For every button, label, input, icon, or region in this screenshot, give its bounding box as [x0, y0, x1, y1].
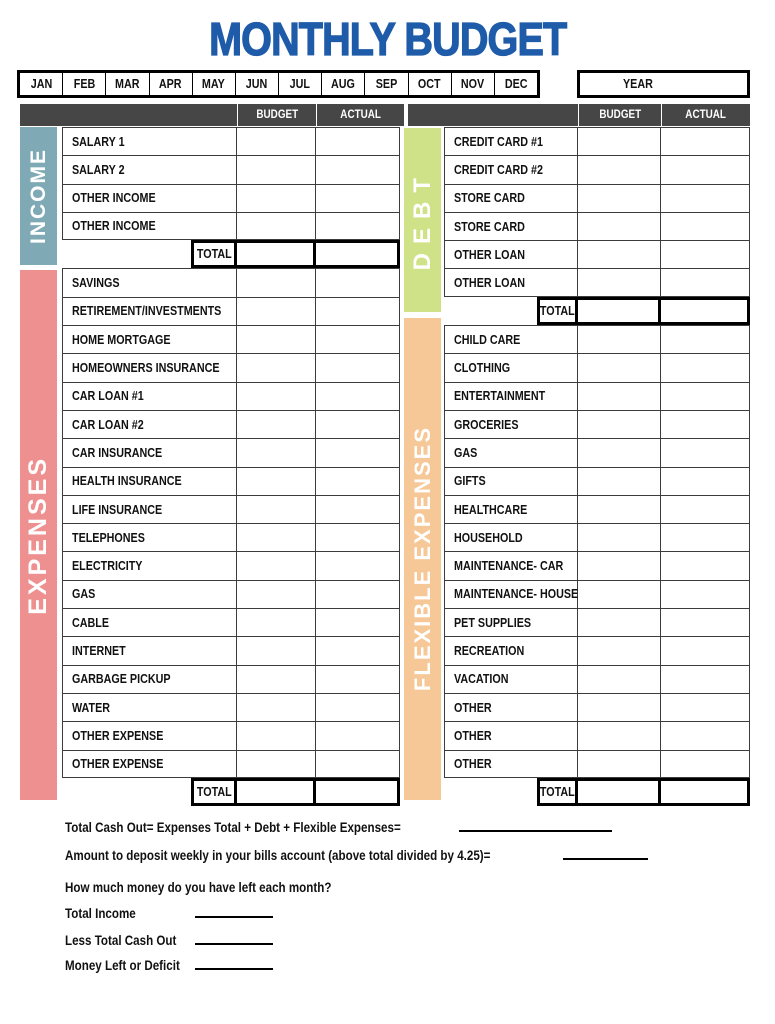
- actual-cell[interactable]: [316, 467, 400, 495]
- actual-cell[interactable]: [661, 665, 750, 693]
- actual-cell[interactable]: [661, 155, 750, 183]
- budget-cell[interactable]: [578, 268, 661, 296]
- row-label: OTHER: [454, 728, 492, 743]
- actual-column-header: ACTUAL: [661, 104, 750, 126]
- row-label: ENTERTAINMENT: [454, 389, 546, 404]
- budget-cell[interactable]: [578, 608, 661, 636]
- row-label: SAVINGS: [72, 276, 120, 291]
- total-label-cell: [537, 778, 578, 806]
- row-label: LIFE INSURANCE: [72, 502, 163, 517]
- row-label: GIFTS: [454, 474, 486, 489]
- total-row: [62, 240, 400, 268]
- budget-cell[interactable]: [578, 325, 661, 353]
- budget-cell[interactable]: [578, 155, 661, 183]
- actual-cell[interactable]: [316, 750, 400, 778]
- month-cell-dec[interactable]: [494, 73, 537, 95]
- total-row: [444, 778, 750, 806]
- table-row: [444, 523, 750, 551]
- budget-cell[interactable]: [237, 382, 316, 410]
- row-label-cell: [62, 665, 237, 693]
- table-row: [444, 325, 750, 353]
- budget-cell[interactable]: [237, 467, 316, 495]
- table-row: [62, 750, 400, 778]
- row-label-cell: [444, 212, 578, 240]
- actual-cell[interactable]: [316, 297, 400, 325]
- budget-cell[interactable]: [578, 495, 661, 523]
- month-label: JAN: [30, 77, 52, 91]
- row-label: RETIREMENT/INVESTMENTS: [72, 304, 222, 319]
- budget-cell[interactable]: [237, 523, 316, 551]
- total-cash-out-line: Total Cash Out= Expenses Total + Debt + Flexible Expenses=: [65, 820, 612, 835]
- table-row: [444, 382, 750, 410]
- actual-cell[interactable]: [316, 155, 400, 183]
- less-total-cash-out-line: Less Total Cash Out: [65, 933, 273, 948]
- budget-cell[interactable]: [578, 721, 661, 749]
- month-label: AUG: [331, 77, 356, 91]
- total-income-blank[interactable]: [195, 906, 273, 918]
- table-row: [62, 268, 400, 296]
- row-label-cell: [444, 693, 578, 721]
- table-row: [62, 721, 400, 749]
- actual-cell[interactable]: [661, 325, 750, 353]
- budget-cell[interactable]: [578, 410, 661, 438]
- table-row: [62, 551, 400, 579]
- total-row: [62, 778, 400, 806]
- budget-cell[interactable]: [237, 325, 316, 353]
- row-label: HEALTHCARE: [454, 502, 528, 517]
- actual-cell[interactable]: [661, 438, 750, 466]
- row-label: RECREATION: [454, 643, 525, 658]
- budget-cell[interactable]: [237, 353, 316, 381]
- total-budget-cell[interactable]: [575, 778, 661, 806]
- actual-cell[interactable]: [316, 693, 400, 721]
- row-label: OTHER INCOME: [72, 191, 156, 206]
- table-row: [62, 636, 400, 664]
- table-row: [62, 325, 400, 353]
- total-row-spacer: [62, 778, 191, 806]
- table-row: [62, 523, 400, 551]
- row-label: CABLE: [72, 615, 110, 630]
- actual-cell[interactable]: [316, 268, 400, 296]
- row-label-cell: [444, 608, 578, 636]
- table-row: [62, 382, 400, 410]
- row-label: CAR INSURANCE: [72, 445, 163, 460]
- row-label: STORE CARD: [454, 219, 525, 234]
- row-label-cell: [444, 438, 578, 466]
- table-row: [62, 155, 400, 183]
- row-label-cell: [62, 438, 237, 466]
- month-cell-aug[interactable]: [321, 73, 364, 95]
- budget-cell[interactable]: [578, 467, 661, 495]
- actual-cell[interactable]: [316, 495, 400, 523]
- month-label: FEB: [73, 77, 95, 91]
- budget-cell[interactable]: [237, 665, 316, 693]
- year-label: YEAR: [623, 77, 653, 91]
- month-cell-apr[interactable]: [149, 73, 192, 95]
- row-label: GAS: [72, 587, 96, 602]
- total-actual-cell[interactable]: [658, 297, 750, 325]
- table-row: [444, 551, 750, 579]
- month-cell-feb[interactable]: [62, 73, 105, 95]
- actual-cell[interactable]: [661, 721, 750, 749]
- actual-cell[interactable]: [316, 580, 400, 608]
- actual-cell[interactable]: [316, 608, 400, 636]
- table-row: [444, 636, 750, 664]
- actual-cell[interactable]: [316, 184, 400, 212]
- row-label: OTHER EXPENSE: [72, 728, 164, 743]
- actual-cell[interactable]: [661, 467, 750, 495]
- row-label-cell: [444, 382, 578, 410]
- actual-cell[interactable]: [661, 410, 750, 438]
- table-row: [444, 750, 750, 778]
- table-row: [62, 438, 400, 466]
- total-label: TOTAL: [196, 784, 232, 799]
- row-label-cell: [444, 523, 578, 551]
- row-label: INTERNET: [72, 643, 126, 658]
- row-label: SALARY 1: [72, 134, 125, 149]
- table-row: [62, 580, 400, 608]
- row-label-cell: [62, 523, 237, 551]
- weekly-deposit-blank[interactable]: [563, 848, 648, 860]
- row-label-cell: [444, 750, 578, 778]
- row-label: PET SUPPLIES: [454, 615, 532, 630]
- row-label-cell: [62, 155, 237, 183]
- table-row: [62, 665, 400, 693]
- table-row: [444, 438, 750, 466]
- row-label-cell: [62, 382, 237, 410]
- month-cell-oct[interactable]: [408, 73, 451, 95]
- actual-cell[interactable]: [316, 382, 400, 410]
- month-cell-nov[interactable]: [451, 73, 494, 95]
- budget-cell[interactable]: [578, 750, 661, 778]
- total-actual-cell[interactable]: [313, 778, 400, 806]
- budget-cell[interactable]: [237, 693, 316, 721]
- total-cash-out-blank[interactable]: [459, 820, 612, 832]
- row-label: OTHER EXPENSE: [72, 756, 164, 771]
- total-budget-cell[interactable]: [575, 297, 661, 325]
- month-label: DEC: [504, 77, 528, 91]
- budget-cell[interactable]: [237, 410, 316, 438]
- row-label: HOME MORTGAGE: [72, 332, 171, 347]
- month-cell-jun[interactable]: [235, 73, 278, 95]
- table-row: [62, 353, 400, 381]
- row-label: CLOTHING: [454, 361, 511, 376]
- table-row: [444, 721, 750, 749]
- row-label-cell: [62, 268, 237, 296]
- actual-cell[interactable]: [661, 240, 750, 268]
- total-label: TOTAL: [540, 784, 575, 799]
- actual-cell[interactable]: [661, 750, 750, 778]
- month-label: SEP: [375, 77, 398, 91]
- month-cell-mar[interactable]: [105, 73, 148, 95]
- month-label: NOV: [461, 77, 485, 91]
- row-label-cell: [62, 693, 237, 721]
- row-label-cell: [444, 268, 578, 296]
- total-income-line: Total Income: [65, 906, 273, 921]
- actual-cell[interactable]: [661, 382, 750, 410]
- row-label-cell: [444, 155, 578, 183]
- actual-cell[interactable]: [661, 495, 750, 523]
- income-section-label: INCOME: [20, 127, 57, 265]
- table-row: [62, 212, 400, 240]
- row-label: OTHER: [454, 756, 492, 771]
- row-label: TELEPHONES: [72, 530, 145, 545]
- actual-cell[interactable]: [661, 353, 750, 381]
- expenses-section-label: EXPENSES: [20, 270, 57, 800]
- actual-cell[interactable]: [316, 636, 400, 664]
- row-label: CAR LOAN #2: [72, 417, 144, 432]
- budget-cell[interactable]: [237, 608, 316, 636]
- actual-cell[interactable]: [316, 523, 400, 551]
- row-label-cell: [444, 410, 578, 438]
- row-label-cell: [444, 240, 578, 268]
- budget-column-header: BUDGET: [237, 104, 316, 126]
- row-label: GAS: [454, 445, 478, 460]
- row-label-cell: [444, 467, 578, 495]
- row-label-cell: [62, 750, 237, 778]
- month-label: JUN: [246, 77, 268, 91]
- table-row: [444, 693, 750, 721]
- row-label-cell: [444, 325, 578, 353]
- actual-cell[interactable]: [316, 551, 400, 579]
- left-budget-table: [62, 127, 400, 806]
- month-cell-jul[interactable]: [278, 73, 321, 95]
- budget-cell[interactable]: [578, 523, 661, 551]
- month-label: OCT: [418, 77, 441, 91]
- table-row: [444, 184, 750, 212]
- total-budget-cell[interactable]: [234, 240, 316, 268]
- less-total-cash-out-blank[interactable]: [195, 933, 273, 945]
- month-cell-jan[interactable]: [20, 73, 62, 95]
- month-selector-strip: [17, 70, 540, 98]
- actual-cell[interactable]: [661, 268, 750, 296]
- row-label-cell: [444, 665, 578, 693]
- row-label: OTHER INCOME: [72, 219, 156, 234]
- budget-cell[interactable]: [237, 155, 316, 183]
- budget-cell[interactable]: [578, 184, 661, 212]
- money-left-question: How much money do you have left each month?: [65, 880, 332, 895]
- flexible-expenses-section-label: FLEXIBLE EXPENSES: [404, 318, 441, 800]
- actual-cell[interactable]: [316, 410, 400, 438]
- actual-cell[interactable]: [316, 438, 400, 466]
- budget-cell[interactable]: [237, 721, 316, 749]
- total-actual-cell[interactable]: [658, 778, 750, 806]
- actual-cell[interactable]: [661, 212, 750, 240]
- row-label-cell: [62, 636, 237, 664]
- row-label: OTHER: [454, 700, 492, 715]
- table-row: [62, 184, 400, 212]
- actual-cell[interactable]: [661, 127, 750, 155]
- table-row: [444, 240, 750, 268]
- row-label-cell: [62, 608, 237, 636]
- budget-cell[interactable]: [578, 240, 661, 268]
- total-label-cell: [191, 778, 237, 806]
- row-label-cell: [444, 636, 578, 664]
- row-label-cell: [62, 580, 237, 608]
- row-label: STORE CARD: [454, 191, 525, 206]
- row-label-cell: [444, 127, 578, 155]
- budget-cell[interactable]: [578, 438, 661, 466]
- row-label: CAR LOAN #1: [72, 389, 144, 404]
- total-row: [444, 297, 750, 325]
- actual-column-header: ACTUAL: [316, 104, 404, 126]
- budget-cell[interactable]: [237, 551, 316, 579]
- total-label: TOTAL: [196, 247, 232, 262]
- header-spacer: [20, 104, 237, 126]
- total-row-spacer: [62, 240, 191, 268]
- budget-cell[interactable]: [237, 750, 316, 778]
- row-label-cell: [444, 580, 578, 608]
- row-label-cell: [444, 551, 578, 579]
- budget-cell[interactable]: [578, 353, 661, 381]
- weekly-deposit-line: Amount to deposit weekly in your bills account (above total divided by 4.25)=: [65, 848, 648, 863]
- row-label: MAINTENANCE- HOUSE: [454, 587, 579, 602]
- budget-cell[interactable]: [578, 382, 661, 410]
- budget-column-header: BUDGET: [578, 104, 661, 126]
- row-label-cell: [62, 467, 237, 495]
- table-row: [444, 353, 750, 381]
- row-label-cell: [444, 184, 578, 212]
- row-label: VACATION: [454, 672, 509, 687]
- budget-cell[interactable]: [237, 268, 316, 296]
- header-spacer: [408, 104, 578, 126]
- row-label: CREDIT CARD #1: [454, 134, 544, 149]
- row-label-cell: [444, 353, 578, 381]
- table-row: [444, 467, 750, 495]
- budget-cell[interactable]: [237, 297, 316, 325]
- actual-cell[interactable]: [316, 325, 400, 353]
- month-label: APR: [159, 77, 182, 91]
- table-row: [444, 268, 750, 296]
- left-table-header-bar: [20, 104, 404, 126]
- budget-cell[interactable]: [578, 551, 661, 579]
- table-row: [444, 155, 750, 183]
- row-label-cell: [62, 184, 237, 212]
- row-label-cell: [62, 410, 237, 438]
- row-label: HOUSEHOLD: [454, 530, 523, 545]
- total-label: TOTAL: [540, 303, 575, 318]
- right-budget-table: [444, 127, 750, 806]
- budget-cell[interactable]: [237, 212, 316, 240]
- actual-cell[interactable]: [661, 551, 750, 579]
- row-label: MAINTENANCE- CAR: [454, 559, 564, 574]
- table-row: [444, 410, 750, 438]
- month-cell-sep[interactable]: [364, 73, 407, 95]
- total-actual-cell[interactable]: [313, 240, 400, 268]
- total-row-spacer: [444, 297, 537, 325]
- table-row: [444, 608, 750, 636]
- total-budget-cell[interactable]: [234, 778, 316, 806]
- budget-cell[interactable]: [237, 127, 316, 155]
- row-label-cell: [62, 212, 237, 240]
- row-label: OTHER LOAN: [454, 275, 526, 290]
- budget-cell[interactable]: [237, 184, 316, 212]
- row-label-cell: [62, 353, 237, 381]
- year-input-box[interactable]: [577, 70, 750, 98]
- budget-cell[interactable]: [237, 636, 316, 664]
- money-left-or-deficit-blank[interactable]: [195, 958, 273, 970]
- row-label-cell: [444, 495, 578, 523]
- row-label-cell: [62, 297, 237, 325]
- row-label: SALARY 2: [72, 162, 125, 177]
- table-row: [444, 665, 750, 693]
- budget-cell[interactable]: [578, 127, 661, 155]
- row-label-cell: [62, 551, 237, 579]
- table-row: [62, 410, 400, 438]
- total-label-cell: [537, 297, 578, 325]
- month-cell-may[interactable]: [192, 73, 235, 95]
- table-row: [444, 580, 750, 608]
- actual-cell[interactable]: [316, 212, 400, 240]
- actual-cell[interactable]: [316, 127, 400, 155]
- actual-cell[interactable]: [316, 721, 400, 749]
- actual-cell[interactable]: [661, 636, 750, 664]
- debt-section-label: DEBT: [404, 128, 441, 312]
- table-row: [62, 495, 400, 523]
- row-label-cell: [62, 721, 237, 749]
- actual-cell[interactable]: [661, 184, 750, 212]
- budget-cell[interactable]: [237, 580, 316, 608]
- table-row: [444, 127, 750, 155]
- row-label: HEALTH INSURANCE: [72, 474, 182, 489]
- row-label-cell: [62, 495, 237, 523]
- right-table-header-bar: [408, 104, 750, 126]
- page-title: MONTHLY BUDGET: [208, 13, 567, 65]
- actual-cell[interactable]: [661, 580, 750, 608]
- table-row: [62, 467, 400, 495]
- month-label: JUL: [289, 77, 311, 91]
- row-label-cell: [62, 127, 237, 155]
- row-label: HOMEOWNERS INSURANCE: [72, 361, 220, 376]
- actual-cell[interactable]: [661, 608, 750, 636]
- budget-cell[interactable]: [578, 665, 661, 693]
- row-label: CHILD CARE: [454, 332, 521, 347]
- month-label: MAR: [115, 77, 140, 91]
- row-label: WATER: [72, 700, 111, 715]
- actual-cell[interactable]: [316, 665, 400, 693]
- budget-cell[interactable]: [237, 438, 316, 466]
- row-label: CREDIT CARD #2: [454, 162, 544, 177]
- actual-cell[interactable]: [661, 693, 750, 721]
- row-label: GROCERIES: [454, 417, 519, 432]
- actual-cell[interactable]: [316, 353, 400, 381]
- table-row: [62, 693, 400, 721]
- table-row: [444, 495, 750, 523]
- month-label: MAY: [202, 77, 226, 91]
- budget-cell[interactable]: [578, 212, 661, 240]
- table-row: [62, 127, 400, 155]
- table-row: [62, 297, 400, 325]
- actual-cell[interactable]: [661, 523, 750, 551]
- row-label: ELECTRICITY: [72, 559, 143, 574]
- row-label: OTHER LOAN: [454, 247, 526, 262]
- row-label: GARBAGE PICKUP: [72, 672, 171, 687]
- table-row: [62, 608, 400, 636]
- row-label-cell: [62, 325, 237, 353]
- total-row-spacer: [444, 778, 537, 806]
- row-label-cell: [444, 721, 578, 749]
- money-left-or-deficit-line: Money Left or Deficit: [65, 958, 273, 973]
- budget-cell[interactable]: [578, 693, 661, 721]
- table-row: [444, 212, 750, 240]
- total-label-cell: [191, 240, 237, 268]
- budget-cell[interactable]: [578, 636, 661, 664]
- budget-cell[interactable]: [237, 495, 316, 523]
- budget-cell[interactable]: [578, 580, 661, 608]
